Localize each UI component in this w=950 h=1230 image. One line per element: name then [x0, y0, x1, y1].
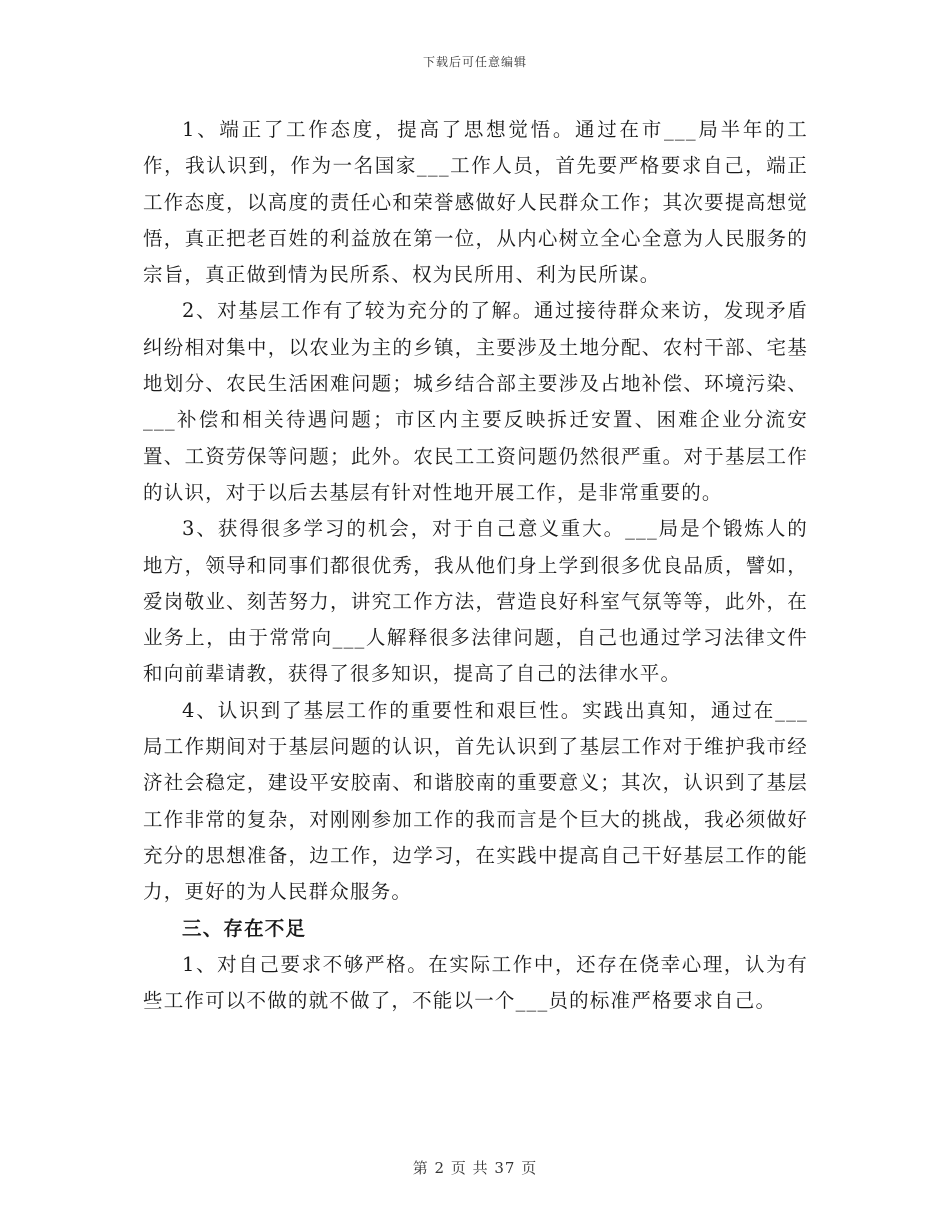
- paragraph-3: 3、获得很多学习的机会，对于自己意义重大。___局是个锻炼人的地方，领导和同事们都很优秀，我从他们身上学到很多优良品质，譬如，爱岗敬业、刻苦努力，讲究工作方法，营造良好科室气氛等等，此外，在业务上，由于常常向___人解释很多法律问题，自己也通过学习法律文件和向前辈请教，获得了很多知识，提高了自己的法律水平。: [143, 517, 808, 686]
- document-body: [143, 112, 808, 1019]
- paragraph-4: 4、认识到了基层工作的重要性和艰巨性。实践出真知，通过在___局工作期间对于基层问题的认识，首先认识到了基层工作对于维护我市经济社会稳定，建设平安胶南、和谐胶南的重要意义；其次，认识到了基层工作非常的复杂，对刚刚参加工作的我而言是个巨大的挑战，我必须做好充分的思想准备，边工作，边学习，在实践中提高自己干好基层工作的能力，更好的为人民群众服务。: [143, 698, 808, 904]
- paragraph-5: 1、对自己要求不够严格。在实际工作中，还存在侥幸心理，认为有些工作可以不做的就不做了，不能以一个___员的标准严格要求自己。: [143, 952, 808, 1013]
- page-header: 下载后可任意编辑: [422, 55, 527, 69]
- paragraph-1: 1、端正了工作态度，提高了思想觉悟。通过在市___局半年的工作，我认识到，作为一名国家___工作人员，首先要严格要求自己，端正工作态度，以高度的责任心和荣誉感做好人民群众工作；其次要提高想觉悟，真正把老百姓的利益放在第一位，从内心树立全心全意为人民服务的宗旨，真正做到情为民所系、权为民所用、利为民所谋。: [143, 118, 808, 287]
- paragraph-2: 2、对基层工作有了较为充分的了解。通过接待群众来访，发现矛盾纠纷相对集中，以农业为主的乡镇，主要涉及土地分配、农村干部、宅基地划分、农民生活困难问题；城乡结合部主要涉及占地补偿、环境污染、___补偿和相关待遇问题；市区内主要反映拆迁安置、困难企业分流安置、工资劳保等问题；此外。农民工工资问题仍然很严重。对于基层工作的认识，对于以后去基层有针对性地开展工作，是非常重要的。: [143, 299, 808, 504]
- page-number: 第 2 页 共 37 页: [412, 1159, 538, 1177]
- section-heading: 三、存在不足: [182, 916, 307, 940]
